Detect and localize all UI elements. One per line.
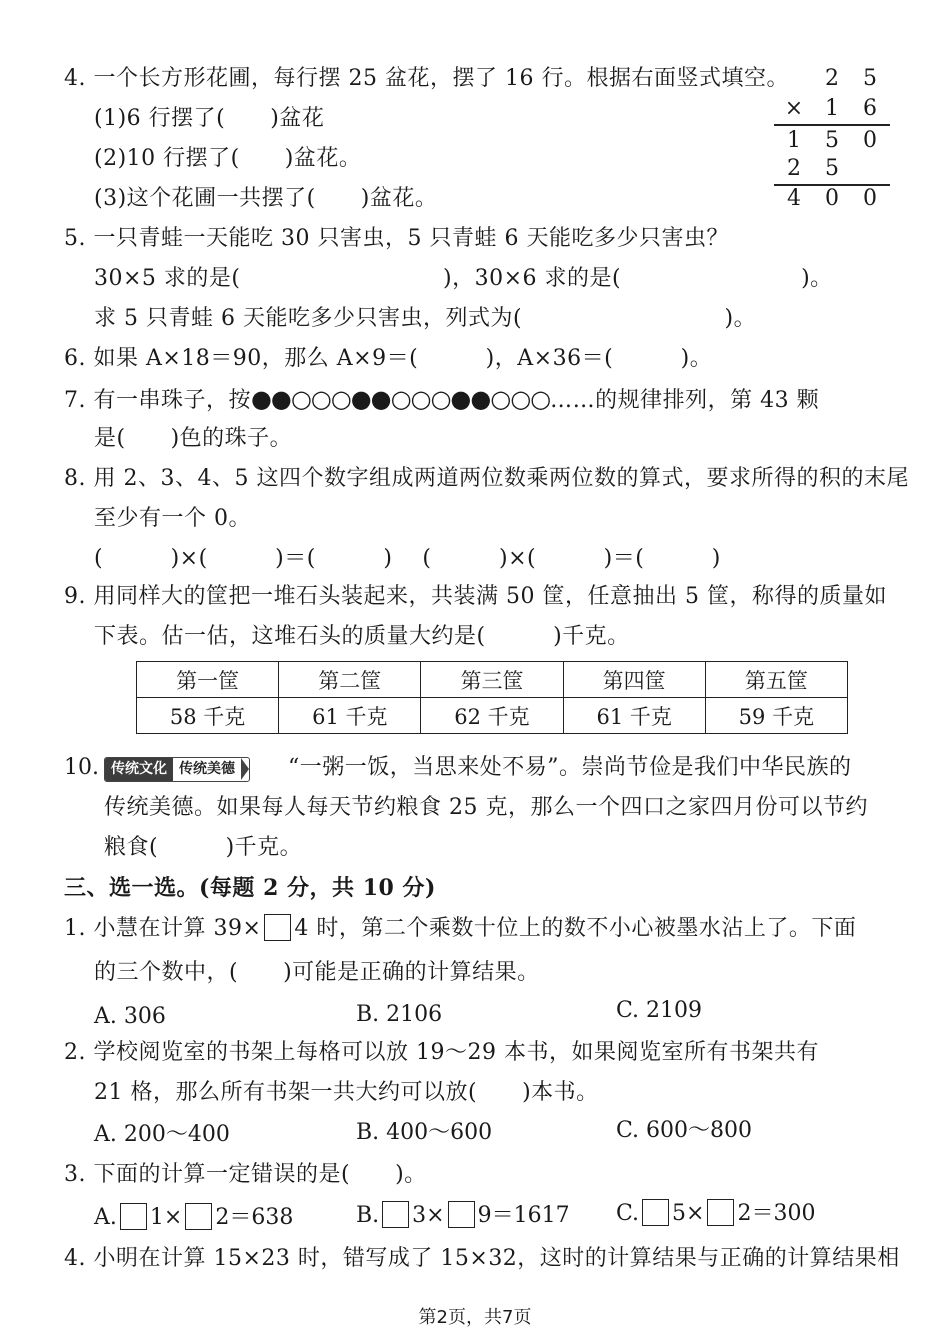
vm-digit: 5 bbox=[825, 128, 839, 153]
table-cell: 61 千克 bbox=[279, 698, 421, 734]
c2-option-c[interactable]: C. 600～800 bbox=[616, 1118, 753, 1143]
vm-digit: 1 bbox=[787, 128, 801, 153]
table-header: 第三筐 bbox=[421, 662, 563, 698]
q5-stem: 5. 一只青蛙一天能吃 30 只害虫，5 只青蛙 6 天能吃多少只害虫？ bbox=[64, 226, 729, 251]
vm-digit: 5 bbox=[825, 156, 839, 181]
table-row bbox=[137, 698, 848, 734]
c3-c-label: C. bbox=[616, 1201, 640, 1226]
q4-sub1: (1)6 行摆了( )盆花 bbox=[94, 106, 325, 131]
c1-option-a[interactable]: A. 306 bbox=[94, 1004, 166, 1029]
c3-a-label: A. bbox=[94, 1205, 117, 1230]
vm-digit: 0 bbox=[825, 186, 839, 211]
c1-option-b[interactable]: B. 2106 bbox=[356, 1002, 443, 1027]
culture-badge bbox=[104, 757, 250, 782]
table-cell: 61 千克 bbox=[563, 698, 705, 734]
badge-arrow bbox=[241, 758, 249, 780]
c3-option-c[interactable] bbox=[616, 1199, 815, 1229]
q8-line3: ( )×( )＝( ) ( )×( )＝( ) bbox=[94, 546, 721, 571]
badge-label-virtue: 传统美德 bbox=[173, 758, 241, 781]
q9-stem: 9. 用同样大的筐把一堆石头装起来，共装满 50 筐，任意抽出 5 筐，称得的质量如 bbox=[64, 584, 887, 609]
basket-weight-table bbox=[136, 661, 848, 734]
table-cell: 58 千克 bbox=[137, 698, 279, 734]
q7-post: ……的规律排列，第 43 颗 bbox=[550, 388, 820, 413]
vm-digit: 0 bbox=[863, 128, 877, 153]
c3-b-mid: 3× bbox=[412, 1203, 445, 1228]
q5-line3: 求 5 只青蛙 6 天能吃多少只害虫，列式为( )。 bbox=[94, 306, 757, 331]
c3-stem: 3. 下面的计算一定错误的是( )。 bbox=[64, 1162, 427, 1187]
blank-box bbox=[448, 1201, 475, 1228]
c3-a-post: 2＝638 bbox=[215, 1205, 294, 1230]
vm-digit: 0 bbox=[863, 186, 877, 211]
q8-stem: 8. 用 2、3、4、5 这四个数字组成两道两位数乘两位数的算式，要求所得的积的末尾 bbox=[64, 466, 909, 491]
c1-line2: 的三个数中，( )可能是正确的计算结果。 bbox=[94, 960, 540, 985]
table-cell: 62 千克 bbox=[421, 698, 563, 734]
q8-line2: 至少有一个 0。 bbox=[94, 506, 251, 531]
vm-digit: 5 bbox=[863, 66, 877, 91]
q7-pre: 7. 有一串珠子，按 bbox=[64, 388, 251, 413]
c3-option-a[interactable] bbox=[94, 1203, 293, 1233]
q4-sub2: (2)10 行摆了( )盆花。 bbox=[94, 146, 362, 171]
table-header: 第二筐 bbox=[279, 662, 421, 698]
vertical-multiplication bbox=[770, 64, 892, 214]
blank-box bbox=[642, 1199, 669, 1226]
c3-c-post: 2＝300 bbox=[737, 1201, 816, 1226]
blank-box bbox=[707, 1199, 734, 1226]
ink-blot-box bbox=[264, 914, 291, 941]
q4-sub3: (3)这个花圃一共摆了( )盆花。 bbox=[94, 186, 438, 211]
q10-line1: “一粥一饭，当思来处不易”。崇尚节俭是我们中华民族的 bbox=[288, 755, 852, 780]
vm-digit: 2 bbox=[825, 66, 839, 91]
blank-box bbox=[382, 1201, 409, 1228]
table-header: 第一筐 bbox=[137, 662, 279, 698]
page-footer: 第2页，共7页 bbox=[418, 1307, 532, 1328]
c1-line1 bbox=[64, 914, 856, 944]
c3-c-mid: 5× bbox=[672, 1201, 705, 1226]
c4-stem: 4. 小明在计算 15×23 时，错写成了 15×32，这时的计算结果与正确的计算结果相 bbox=[64, 1246, 900, 1271]
section-title: 三、选一选。(每题 2 分，共 10 分) bbox=[64, 875, 436, 901]
q4-stem: 4. 一个长方形花圃，每行摆 25 盆花，摆了 16 行。根据右面竖式填空。 bbox=[64, 66, 789, 91]
vm-digit: 6 bbox=[863, 96, 877, 121]
table-header: 第五筐 bbox=[705, 662, 847, 698]
q9-line2: 下表。估一估，这堆石头的质量大约是( )千克。 bbox=[94, 624, 630, 649]
c1-post: 4 时，第二个乘数十位上的数不小心被墨水沾上了。下面 bbox=[294, 916, 857, 941]
q5-line2: 30×5 求的是( )，30×6 求的是( )。 bbox=[94, 266, 833, 291]
q10-line2: 传统美德。如果每人每天节约粮食 25 克，那么一个四口之家四月份可以节约 bbox=[104, 795, 868, 820]
c3-a-mid: 1× bbox=[149, 1205, 183, 1230]
table-header: 第四筐 bbox=[563, 662, 705, 698]
table-cell: 59 千克 bbox=[705, 698, 847, 734]
c3-b-label: B. bbox=[356, 1203, 380, 1228]
q6-text: 6. 如果 A×18＝90，那么 A×9＝( )，A×36＝( )。 bbox=[64, 346, 713, 371]
q7-line1 bbox=[64, 384, 819, 416]
c2-option-b[interactable]: B. 400～600 bbox=[356, 1120, 493, 1145]
c3-b-post: 9＝1617 bbox=[477, 1203, 570, 1228]
table-header-row bbox=[137, 662, 848, 698]
blank-box bbox=[120, 1203, 147, 1230]
bead-pattern: ●●○○○●●○○○●●○○○ bbox=[250, 385, 551, 413]
c2-line2: 21 格，那么所有书架一共大约可以放( )本书。 bbox=[94, 1080, 599, 1105]
q7-line2: 是( )色的珠子。 bbox=[94, 426, 293, 451]
c1-pre: 1. 小慧在计算 39× bbox=[64, 916, 262, 941]
c1-option-c[interactable]: C. 2109 bbox=[616, 998, 703, 1023]
vm-times-sign: × bbox=[784, 96, 804, 121]
badge-label-culture: 传统文化 bbox=[105, 758, 173, 781]
vm-digit: 4 bbox=[787, 186, 801, 211]
c2-stem: 2. 学校阅览室的书架上每格可以放 19～29 本书，如果阅览室所有书架共有 bbox=[64, 1040, 819, 1065]
q10-line3: 粮食( )千克。 bbox=[104, 835, 303, 860]
q10-number: 10. bbox=[64, 755, 99, 780]
vm-digit: 2 bbox=[787, 156, 801, 181]
c2-option-a[interactable]: A. 200～400 bbox=[94, 1122, 230, 1147]
c3-option-b[interactable] bbox=[356, 1201, 570, 1231]
blank-box bbox=[185, 1203, 212, 1230]
vm-digit: 1 bbox=[825, 96, 839, 121]
